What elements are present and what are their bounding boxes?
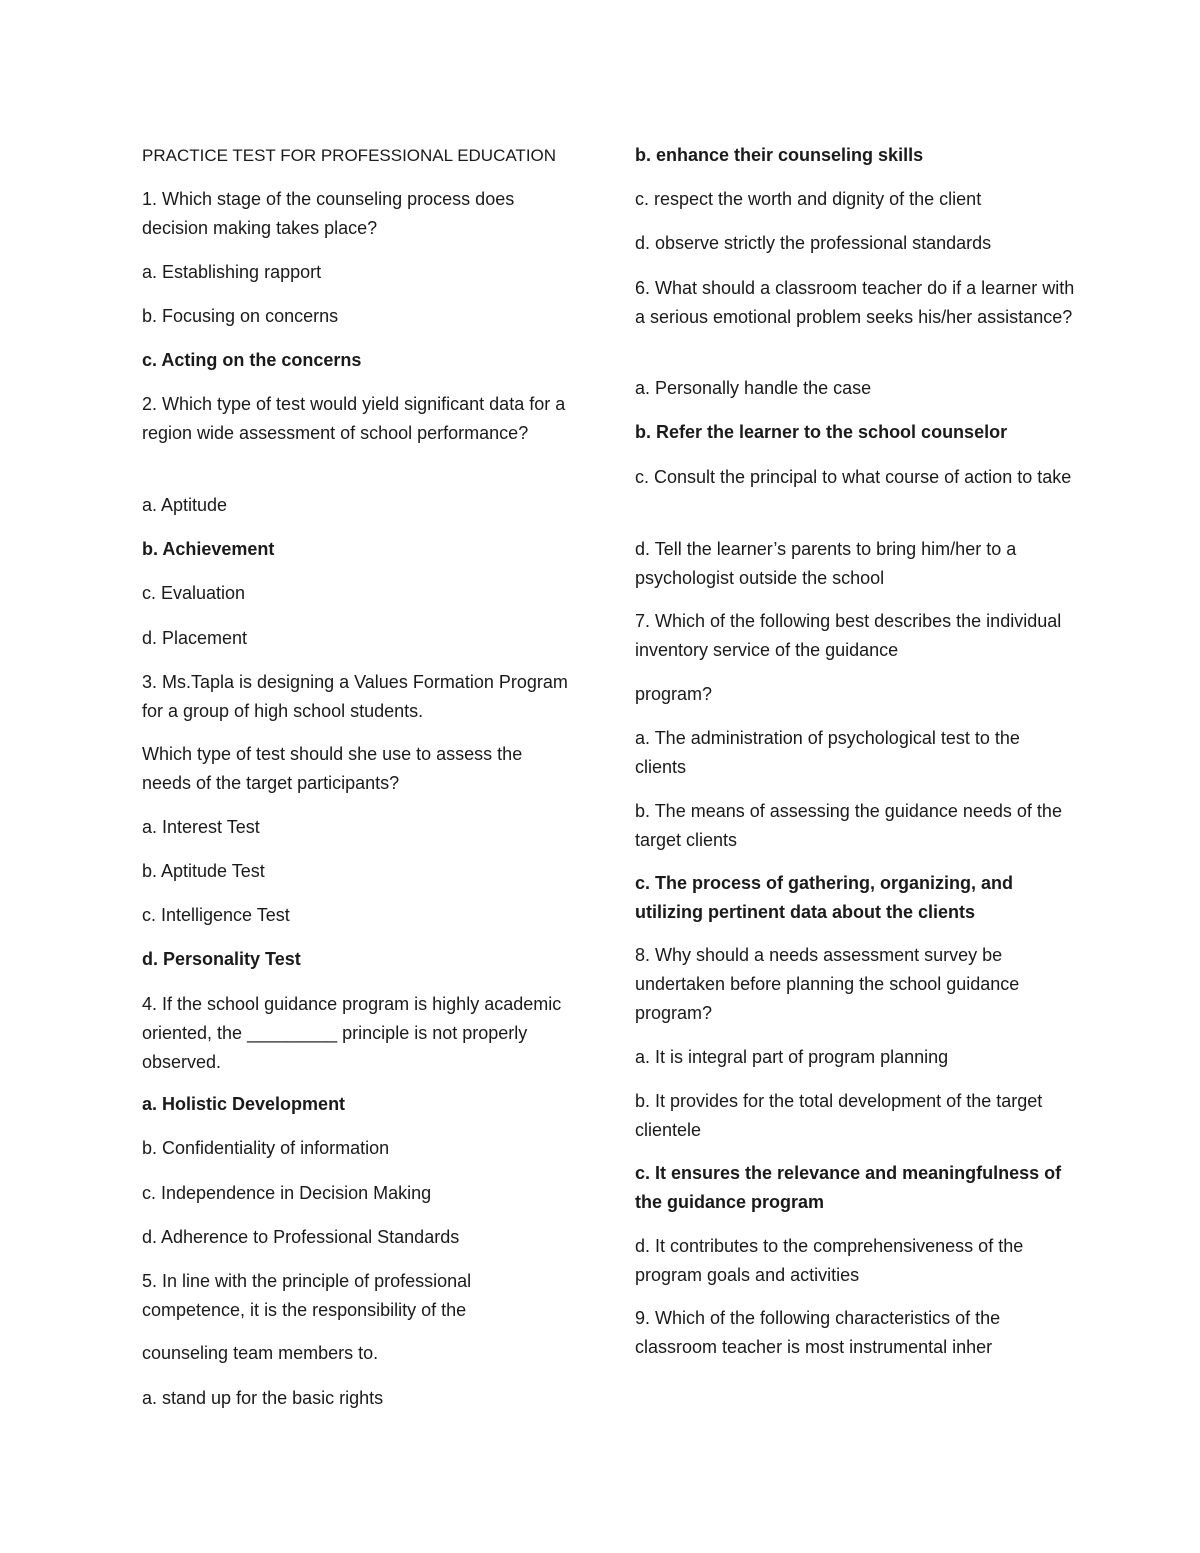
question-7: 7. Which of the following best describes the individual inventory service of the guidance — [635, 611, 1062, 660]
q8-option-c-answer: c. It ensures the relevance and meaningfulness of the guidance program — [635, 1163, 1062, 1212]
question-5-continued: counseling team members to. — [142, 1343, 379, 1363]
q8-option-b: b. It provides for the total development of the target clientele — [635, 1091, 1043, 1140]
question-1: 1. Which stage of the counseling process does decision making takes place? — [142, 189, 515, 238]
question-9: 9. Which of the following characteristics of the classroom teacher is most instrumental inher — [635, 1308, 1001, 1357]
question-8: 8. Why should a needs assessment survey be undertaken before planning the school guidance program? — [635, 945, 1020, 1023]
right-column — [635, 0, 1075, 1553]
document-title: PRACTICE TEST FOR PROFESSIONAL EDUCATION — [142, 146, 557, 165]
q6-option-b-answer: b. Refer the learner to the school counselor — [635, 422, 1008, 442]
q3-option-a: a. Interest Test — [142, 817, 260, 837]
question-3-continued: Which type of test should she use to assess the needs of the target participants? — [142, 744, 523, 793]
q7-option-b: b. The means of assessing the guidance needs of the target clients — [635, 801, 1062, 850]
q2-option-c: c. Evaluation — [142, 583, 246, 603]
q1-option-b: b. Focusing on concerns — [142, 306, 339, 326]
q3-option-d-answer: d. Personality Test — [142, 949, 301, 969]
question-3: 3. Ms.Tapla is designing a Values Formation Program for a group of high school students. — [142, 672, 568, 721]
q7-option-c-answer: c. The process of gathering, organizing, and utilizing pertinent data about the clients — [635, 873, 1014, 922]
q6-option-d: d. Tell the learner’s parents to bring him/her to a psychologist outside the school — [635, 539, 1017, 588]
q6-option-c: c. Consult the principal to what course of action to take — [635, 467, 1072, 487]
q7-option-a: a. The administration of psychological test to the clients — [635, 728, 1020, 777]
q2-option-d: d. Placement — [142, 628, 248, 648]
q3-option-b: b. Aptitude Test — [142, 861, 265, 881]
question-2: 2. Which type of test would yield significant data for a region wide assessment of school performance? — [142, 394, 566, 443]
q5-option-c: c. respect the worth and dignity of the client — [635, 189, 982, 209]
q4-option-b: b. Confidentiality of information — [142, 1138, 390, 1158]
left-column — [142, 0, 572, 1553]
q6-option-a: a. Personally handle the case — [635, 378, 872, 398]
q5-option-d: d. observe strictly the professional standards — [635, 233, 992, 253]
q3-option-c: c. Intelligence Test — [142, 905, 290, 925]
q1-option-a: a. Establishing rapport — [142, 262, 322, 282]
q4-option-c: c. Independence in Decision Making — [142, 1183, 432, 1203]
q5-option-b-answer: b. enhance their counseling skills — [635, 145, 924, 165]
q2-option-a: a. Aptitude — [142, 495, 228, 515]
question-5: 5. In line with the principle of professional competence, it is the responsibility of the — [142, 1271, 472, 1320]
q1-option-c-answer: c. Acting on the concerns — [142, 350, 362, 370]
q4-option-d: d. Adherence to Professional Standards — [142, 1227, 460, 1247]
q8-option-d: d. It contributes to the comprehensiveness of the program goals and activities — [635, 1236, 1024, 1285]
question-6: 6. What should a classroom teacher do if a learner with a serious emotional problem seeks his/her assistance? — [635, 278, 1075, 327]
q4-option-a-answer: a. Holistic Development — [142, 1094, 346, 1114]
q5-option-a: a. stand up for the basic rights — [142, 1388, 384, 1408]
question-7-continued: program? — [635, 684, 713, 704]
q8-option-a: a. It is integral part of program planning — [635, 1047, 949, 1067]
question-4: 4. If the school guidance program is highly academic oriented, the _________ principle is not properly observed. — [142, 994, 562, 1072]
q2-option-b-answer: b. Achievement — [142, 539, 275, 559]
